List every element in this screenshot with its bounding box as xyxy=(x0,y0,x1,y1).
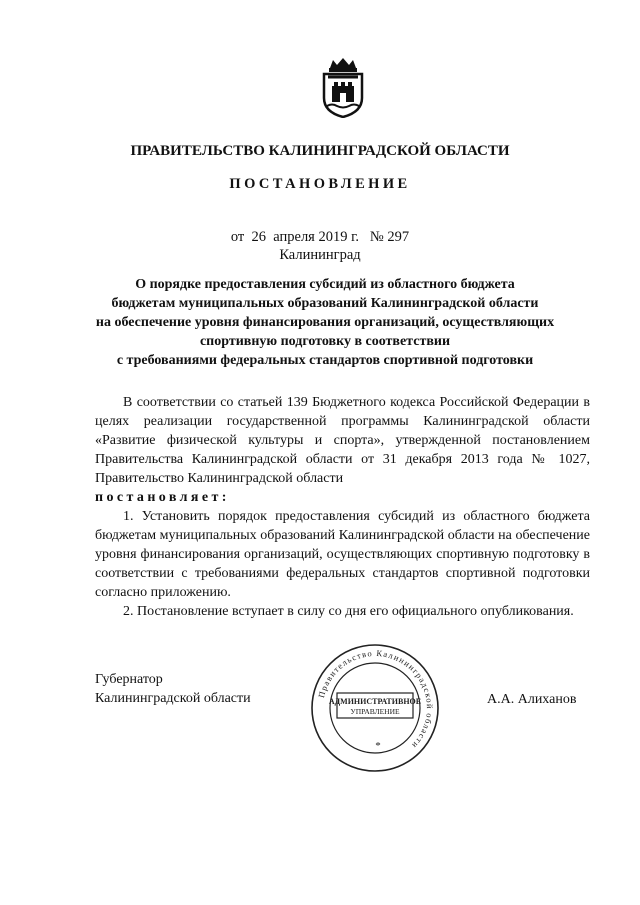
item-2-paragraph: 2. Постановление вступает в силу со дня его официального опубликования. xyxy=(123,604,574,619)
subject-line: с требованиями федеральных стандартов спортивной подготовки xyxy=(116,353,534,368)
document-date-number: от 26 апреля 2019 г. № 297 xyxy=(230,229,410,245)
document-type-heading: ПОСТАНОВЛЕНИЕ xyxy=(229,176,411,192)
coat-of-arms-icon xyxy=(318,58,368,118)
document-subject xyxy=(60,275,590,370)
organization-title: ПРАВИТЕЛЬСТВО КАЛИНИНГРАДСКОЙ ОБЛАСТИ xyxy=(130,143,510,159)
signatory-name: А.А. Алиханов xyxy=(487,692,577,707)
preamble-paragraph: В соответствии со статьей 139 Бюджетного кодекса Российской Федерации в целях реализации государственной программы Калининградской области «Развитие физической культуры и спорта», утвержденной постановлением Правительства Калининградской области от 31 декабря 2013 года № 1027, Правительство Калининградской области xyxy=(95,395,590,486)
signatory-title-line: Калининградской области xyxy=(95,691,251,706)
decision-word: постановляет: xyxy=(95,490,230,505)
official-seal-stamp xyxy=(310,643,440,773)
document-body xyxy=(95,393,590,621)
signatory-title-line: Губернатор xyxy=(95,672,163,687)
subject-line: бюджетам муниципальных образований Калининградской области xyxy=(111,296,539,311)
subject-line: спортивную подготовку в соответствии xyxy=(199,334,451,349)
document-city: Калининград xyxy=(279,247,361,263)
seal-star-icon: * xyxy=(375,740,381,752)
signatory-title xyxy=(95,670,251,708)
seal-ring-text: Правительство Калининградской области xyxy=(316,647,436,752)
item-1-paragraph: 1. Установить порядок предоставления субсидий из областного бюджета бюджетам муниципальных образований Калининградской области на обеспечение уровня финансирования организаций, осуществляющих спортивную подготовку в соответствии с требованиями федеральных стандартов спортивной подготовки согласно приложению. xyxy=(95,509,590,600)
subject-line: на обеспечение уровня финансирования организаций, осуществляющих xyxy=(95,315,555,330)
seal-center-line: УПРАВЛЕНИЕ xyxy=(350,707,400,716)
subject-line: О порядке предоставления субсидий из областного бюджета xyxy=(135,277,515,292)
seal-center-line: АДМИНИСТРАТИВНОЕ xyxy=(328,697,422,706)
